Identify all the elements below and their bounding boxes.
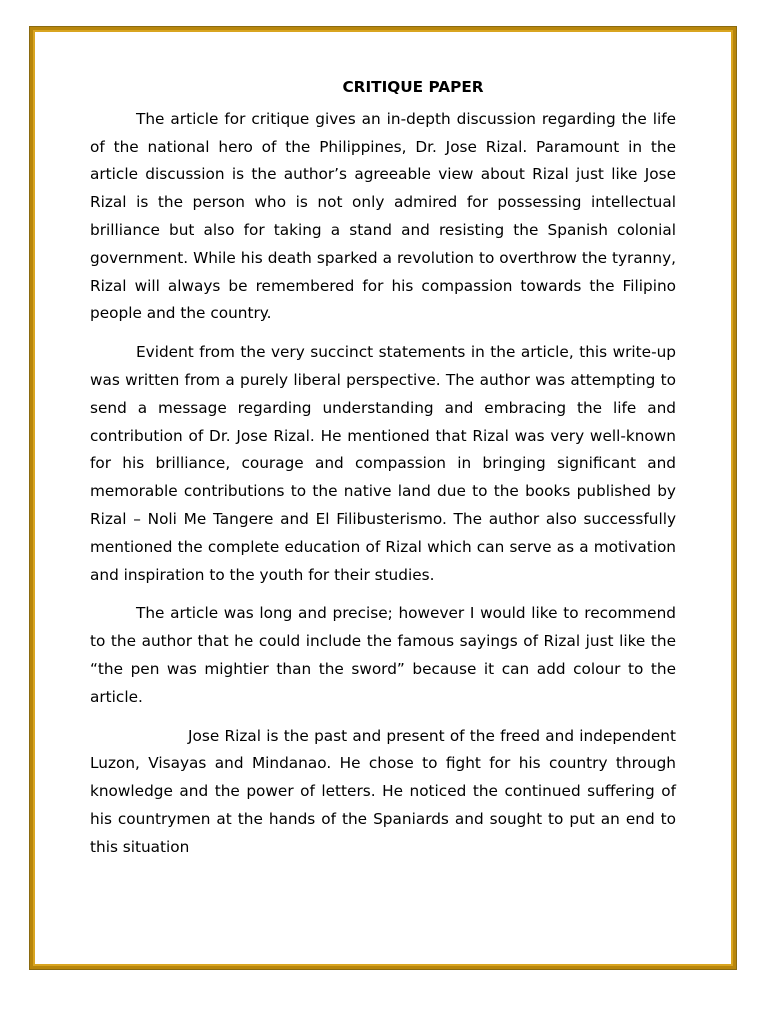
paragraph-3: The article was long and precise; however I would like to recommend to the author that he could include the famous sayings of Rizal just like the “the pen was mightier than the sword” because it can add colour to the article. — [90, 604, 676, 706]
document-body — [90, 74, 676, 873]
paragraph-4: Jose Rizal is the past and present of the freed and independent Luzon, Visayas and Mindanao. He chose to fight for his country through knowledge and the power of letters. He noticed the continued suffering of his countrymen at the hands of the Spaniards and sought to put an end to this situation — [90, 726, 676, 856]
document-title: CRITIQUE PAPER — [342, 78, 484, 96]
paragraph-1: The article for critique gives an in-depth discussion regarding the life of the national hero of the Philippines, Dr. Jose Rizal. Paramount in the article discussion is the author’s agreeable view about Rizal just like Jose Rizal is the person who is not only admired for possessing intellectual brilliance but also for taking a stand and resisting the Spanish colonial government. While his death sparked a revolution to overthrow the tyranny, Rizal will always be remembered for his compassion towards the Filipino people and the country. — [90, 109, 676, 323]
paragraph-2: Evident from the very succinct statements in the article, this write-up was written from a purely liberal perspective. The author was attempting to send a message regarding understanding and embracing the life and contribution of Dr. Jose Rizal. He mentioned that Rizal was very well-known for his brilliance, courage and compassion in bringing significant and memorable contributions to the native land due to the books published by Rizal – Noli Me Tangere and El Filibusterismo. The author also successfully mentioned the complete education of Rizal which can serve as a motivation and inspiration to the youth for their studies. — [90, 343, 676, 584]
